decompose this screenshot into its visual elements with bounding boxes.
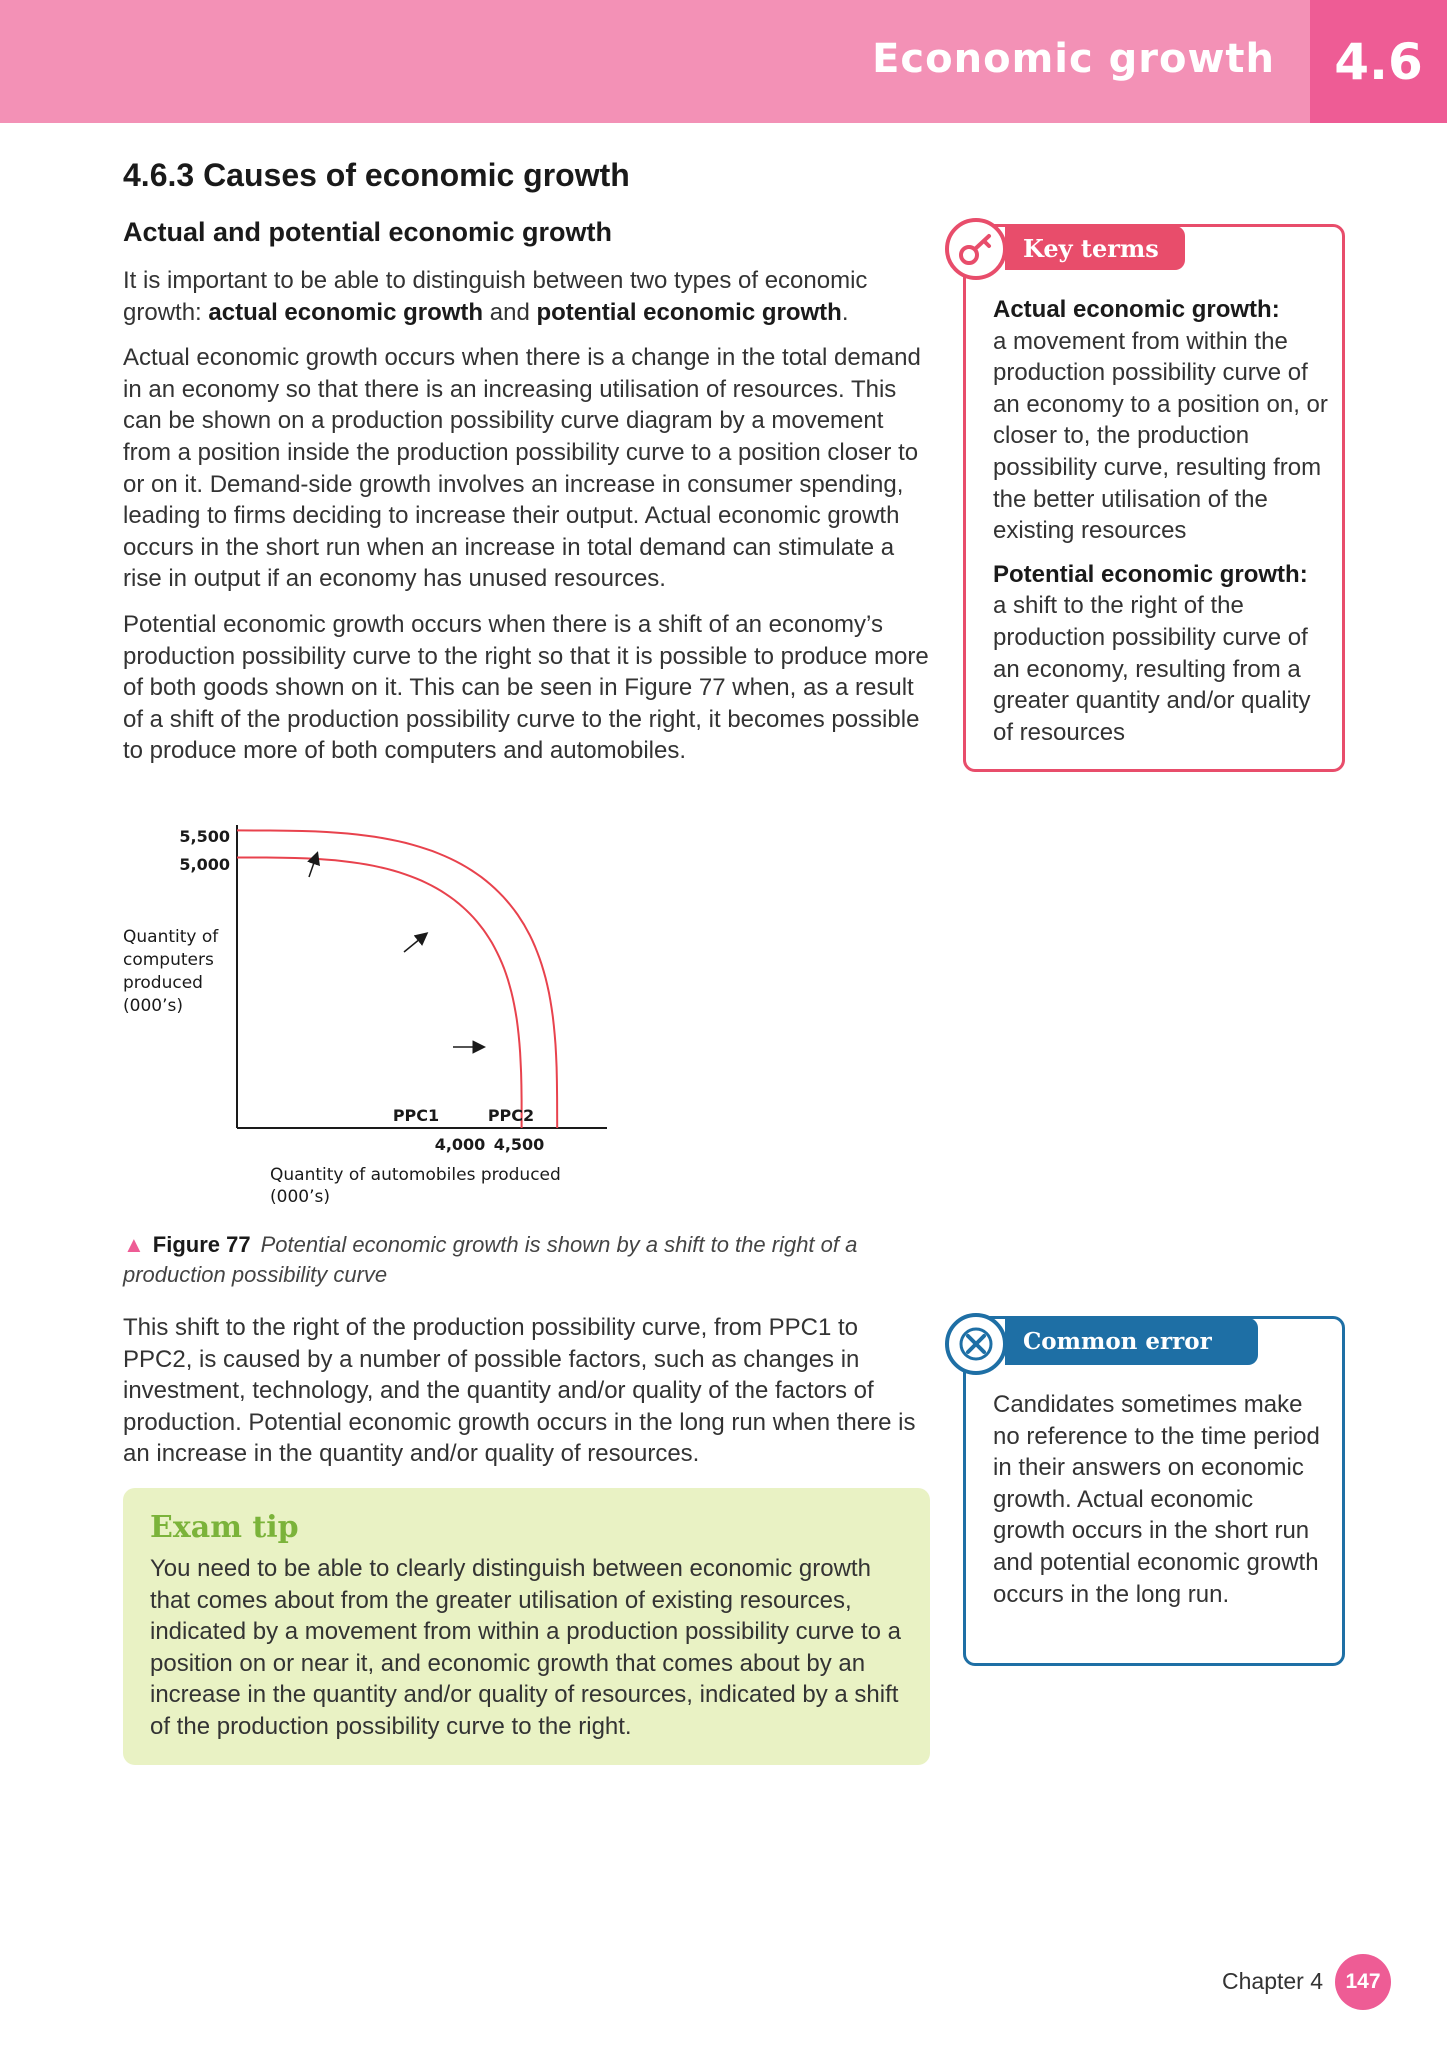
chapter-title: Economic growth (872, 36, 1275, 82)
page-header (0, 0, 1447, 123)
shift-text (123, 1312, 933, 1484)
exam-tip-text: You need to be able to clearly distinguish between economic growth that comes about from the greater utilisation of existing resources, indicated by a movement from within a production possibility curve to a position on or near it, and economic growth that comes about by an increase in the quantity and/or quality of resources, indicated by a shift of the production possibility curve to the right. (150, 1555, 902, 1740)
paragraph-2: Actual economic growth occurs when there is a change in the total demand in an economy so that there is an increasing utilisation of resources. This can be shown on a production possibility curve diagram by a movement from a position inside the production possibility curve to a position closer to or on it. Demand-side growth involves an increase in consumer spending, leading to firms deciding to increase their output. Actual economic growth occurs in the short run when an increase in total demand can stimulate a rise in output if an economy has unused resources. (123, 344, 921, 593)
key-term-1: Actual economic growth: (993, 296, 1280, 323)
common-error-text: Candidates sometimes make no reference to the time period in their answers on economic growth. Actual economic growth occurs in the short run and potential economic growth occurs in the long run. (993, 1391, 1320, 1608)
shift-arrow-middle (404, 934, 426, 952)
paragraph-4: This shift to the right of the production possibility curve, from PPC1 to PPC2, is caused by a number of possible factors, such as changes in investment, technology, and the quantity and/or quality of the factors of production. Potential economic growth occurs in the long run when there is an increase in the quantity and/or quality of resources. (123, 1314, 916, 1468)
key-term-1-definition: a movement from within the production possibility curve of an economy to a position on, or closer to, the production possibility curve, resulting from the better utilisation of the existing resources (993, 327, 1328, 545)
shift-arrow-top (309, 854, 317, 877)
y-axis-label: Quantity of computers produced (000’s) (123, 927, 219, 1016)
y-tick-5000: 5,000 (179, 855, 230, 874)
footer-chapter: Chapter 4 (1222, 1968, 1324, 1994)
ppc-chart (110, 810, 630, 1210)
section-heading: 4.6.3 Causes of economic growth (123, 157, 630, 193)
triangle-icon: ▲ (123, 1232, 145, 1257)
x-tick-4000: 4,000 (434, 1135, 486, 1154)
x-axis-label: Quantity of automobiles produced (000’s) (270, 1165, 561, 1207)
ppc-figure (110, 810, 630, 1210)
figure-caption (123, 1230, 913, 1290)
y-tick-5500: 5,500 (179, 827, 230, 846)
common-error-label: Common error (1005, 1318, 1258, 1365)
key-terms-label: Key terms (1005, 226, 1185, 270)
intro-text (123, 265, 933, 781)
key-icon (945, 218, 1007, 280)
figure-caption-text: Potential economic growth is shown by a shift to the right of a production possibility curve (123, 1232, 858, 1287)
page-number: 147 (1335, 1954, 1391, 2010)
paragraph-1: It is important to be able to distinguish between two types of economic growth: actual economic growth and potential economic growth. (123, 267, 868, 326)
ppc2-label: PPC2 (487, 1106, 535, 1125)
ppc1-curve (237, 858, 522, 1129)
section-number: 4.6 (1310, 0, 1447, 123)
ppc1-label: PPC1 (392, 1106, 440, 1125)
subsection-heading: Actual and potential economic growth (123, 217, 613, 247)
key-term-2: Potential economic growth: (993, 560, 1308, 588)
paragraph-3: Potential economic growth occurs when there is a shift of an economy’s production possibility curve to the right so that it is possible to produce more of both goods shown on it. This can be seen in Figure 77 when, as a result of a shift of the production possibility curve to the right, it becomes possible to produce more of both computers and automobiles. (123, 610, 929, 765)
key-term-2-definition: a shift to the right of the production possibility curve of an economy, resulting from a greater quantity and/or quality of resources (993, 592, 1311, 746)
figure-label: Figure 77 (152, 1232, 251, 1257)
key-terms-content (993, 294, 1328, 760)
ppc2-curve (237, 830, 557, 1128)
x-tick-4500: 4,500 (493, 1135, 545, 1154)
exam-tip-title: Exam tip (150, 1510, 299, 1545)
cross-icon (945, 1313, 1007, 1375)
